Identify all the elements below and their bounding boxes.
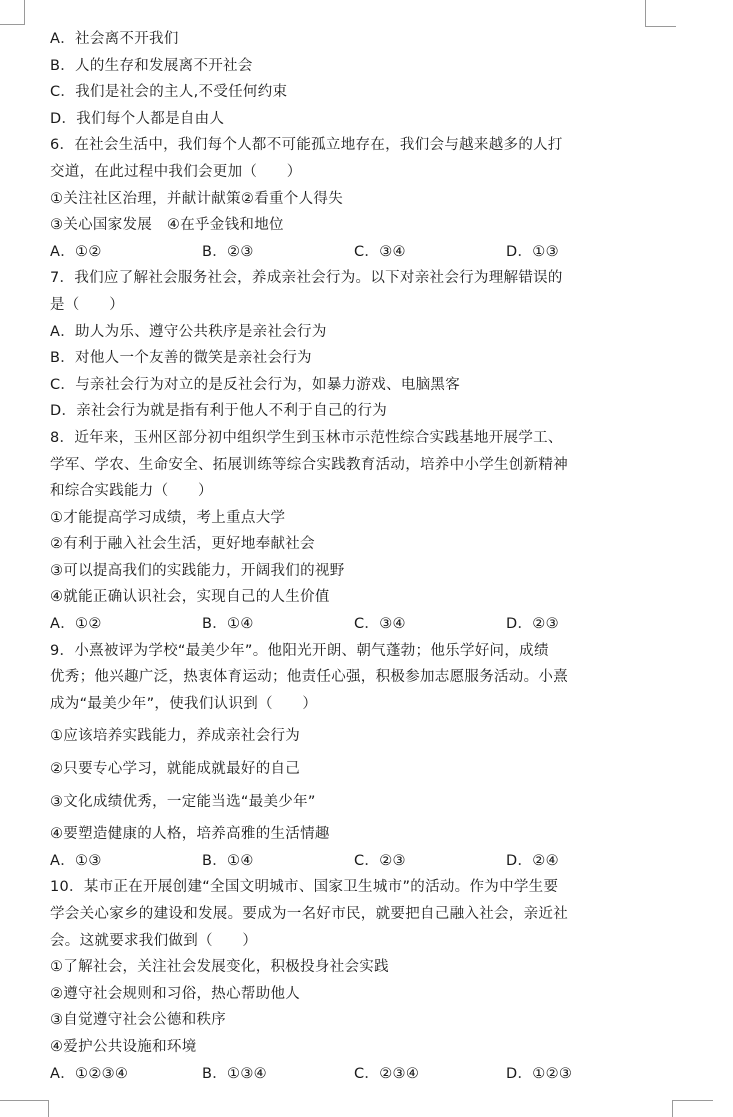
- option-line: B．对他人一个友善的微笑是亲社会行为: [50, 350, 312, 367]
- option-line: B．人的生存和发展离不开社会: [50, 57, 253, 74]
- question-stem-line: 7．我们应了解社会服务社会，养成亲社会行为。以下对亲社会行为理解错误的: [50, 270, 563, 287]
- option-b: B．②③: [202, 243, 254, 260]
- question-10: [50, 874, 650, 1087]
- question-stem-line: 8．近年来，玉州区部分初中组织学生到玉林市示范性综合实践基地开展学工、: [50, 429, 563, 446]
- option-c: C．③④: [354, 616, 406, 633]
- option-b: B．①③④: [202, 1065, 267, 1082]
- option-line: A．社会离不开我们: [50, 31, 179, 47]
- option-line: D．亲社会行为就是指有利于他人不利于自己的行为: [50, 403, 388, 420]
- option-d: D．①③: [506, 243, 559, 260]
- option-a: A．①③: [50, 852, 102, 869]
- option-line: A．助人为乐、遵守公共秩序是亲社会行为: [50, 323, 327, 340]
- option-a: A．①②③④: [50, 1065, 129, 1082]
- option-line: C．我们是社会的主人,不受任何约束: [50, 84, 288, 101]
- statement-line: ③自觉遵守社会公德和秩序: [50, 1012, 227, 1029]
- question-stem-line: 学军、学农、生命安全、拓展训练等综合实践教育活动，培养中小学生创新精神: [50, 456, 568, 473]
- option-c: C．②③: [354, 852, 406, 869]
- statement-line: ③可以提高我们的实践能力，开阔我们的视野: [50, 562, 345, 579]
- question-stem-line: 6．在社会生活中，我们每个人都不可能孤立地存在，我们会与越来越多的人打: [50, 137, 563, 154]
- statement-line: ①了解社会，关注社会发展变化，积极投身社会实践: [50, 959, 389, 976]
- statement-line: ①应该培养实践能力，养成亲社会行为: [50, 728, 301, 745]
- question-stem-line: 学会关心家乡的建设和发展。要成为一名好市民，就要把自己融入社会，亲近社: [50, 906, 568, 922]
- question-5-options: [50, 26, 650, 132]
- statement-line: ②遵守社会规则和习俗，热心帮助他人: [50, 985, 301, 1002]
- question-stem-line: 会。这就要求我们做到（ ）: [50, 932, 258, 949]
- question-stem-line: 成为“最美少年”，使我们认识到（ ）: [50, 695, 318, 712]
- crop-mark-top-right: [645, 0, 676, 27]
- question-6: [50, 132, 650, 265]
- option-c: C．③④: [354, 243, 406, 260]
- statement-line: ④爱护公共设施和环境: [50, 1038, 197, 1055]
- answer-options: [50, 848, 650, 875]
- statement-line: ②只要专心学习，就能成就最好的自己: [50, 761, 301, 778]
- answer-options: [50, 611, 650, 638]
- question-stem-line: 和综合实践能力（ ）: [50, 483, 213, 500]
- statement-line: ④要塑造健康的人格，培养高雅的生活情趣: [50, 826, 330, 843]
- question-7: [50, 265, 650, 425]
- crop-mark-bottom-right: [672, 1100, 713, 1117]
- question-9: [50, 638, 650, 875]
- question-stem-line: 9．小熹被评为学校“最美少年”。他阳光开朗、朝气蓬勃；他乐学好问，成绩: [50, 642, 549, 659]
- option-d: D．②④: [506, 852, 559, 869]
- crop-mark-top-left: [0, 0, 25, 25]
- option-d: D．②③: [506, 616, 559, 633]
- option-b: B．①④: [202, 616, 254, 633]
- question-stem-line: 是（ ）: [50, 296, 124, 313]
- question-8: [50, 425, 650, 638]
- question-stem-line: 优秀；他兴趣广泛，热衷体育运动；他责任心强，积极参加志愿服务活动。小熹: [50, 669, 568, 686]
- option-line: C．与亲社会行为对立的是反社会行为，如暴力游戏、电脑黑客: [50, 376, 461, 393]
- statement-line: ③关心国家发展 ④在乎金钱和地位: [50, 217, 284, 234]
- option-b: B．①④: [202, 852, 254, 869]
- answer-options: [50, 1061, 650, 1088]
- crop-mark-bottom-left: [0, 1100, 49, 1117]
- statement-line: ①关注社区治理，并献计献策②看重个人得失: [50, 190, 343, 207]
- statement-line: ③文化成绩优秀，一定能当选“最美少年”: [50, 793, 316, 810]
- option-a: A．①②: [50, 243, 102, 260]
- question-stem-line: 10．某市正在开展创建“全国文明城市、国家卫生城市”的活动。作为中学生要: [50, 879, 559, 896]
- option-line: D．我们每个人都是自由人: [50, 110, 225, 127]
- statement-line: ④就能正确认识社会，实现自己的人生价值: [50, 589, 330, 606]
- answer-options: [50, 239, 650, 266]
- statement-line: ②有利于融入社会生活，更好地奉献社会: [50, 536, 315, 553]
- option-c: C．②③④: [354, 1065, 420, 1082]
- statement-line: ①才能提高学习成绩，考上重点大学: [50, 509, 286, 526]
- question-stem-line: 交道，在此过程中我们会更加（ ）: [50, 163, 302, 180]
- option-d: D．①②③: [506, 1065, 573, 1082]
- option-a: A．①②: [50, 616, 102, 633]
- exam-content: [50, 26, 650, 1087]
